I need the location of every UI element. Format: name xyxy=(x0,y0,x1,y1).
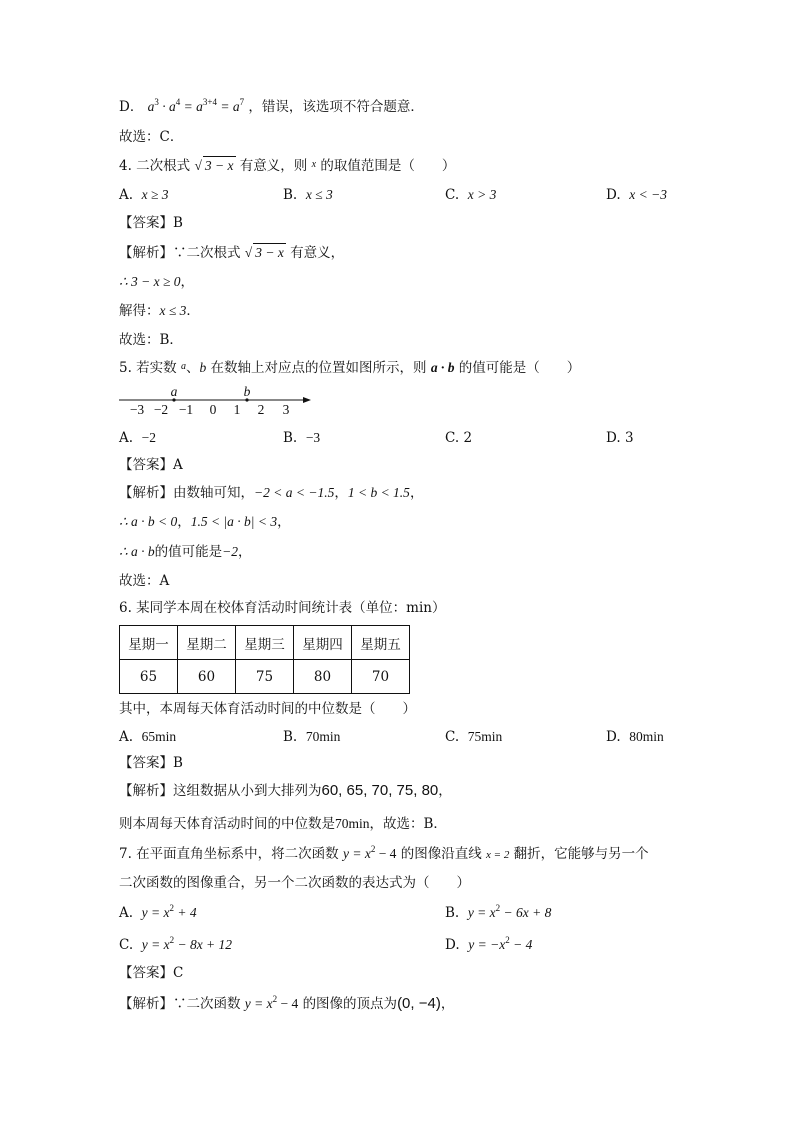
q5-stem: 5. 若实数 $^a$、b 在数轴上对应点的位置如图所示，则 a · b 的值可能是（ ） xyxy=(119,360,581,376)
q5-explanation-1: 【解析】由数轴可知，−2 < a < −1.5，1 < b < 1.5， xyxy=(119,485,424,501)
q6-question: 其中，本周每天体育活动时间的中位数是（ ） xyxy=(119,701,416,717)
table-cell: 65 xyxy=(120,660,178,694)
q4-answer: 【答案】B xyxy=(119,215,183,231)
sqrt-expression: √ 3 − x xyxy=(194,158,234,173)
q5-option-d: D. 3 xyxy=(606,430,634,446)
q6-option-b: B. 70min xyxy=(283,729,341,745)
table-cell: 70 xyxy=(352,660,410,694)
table-cell: 80 xyxy=(294,660,352,694)
q4-option-c: C. x > 3 xyxy=(445,187,497,203)
q6-option-a: A. 65min xyxy=(119,729,177,745)
q5-conclusion: 故选：A xyxy=(119,573,170,589)
q4-option-a: A. x ≥ 3 xyxy=(119,187,169,203)
table-header-cell: 星期五 xyxy=(352,626,410,660)
q5-option-a: A. −2 xyxy=(119,430,157,446)
tick-label: 2 xyxy=(257,402,265,417)
prev-option-d-line xyxy=(119,98,424,116)
tick-label: −2 xyxy=(153,402,169,417)
q7-stem-2: 二次函数的图像重合，另一个二次函数的表达式为（ ） xyxy=(119,875,470,891)
table-header-cell: 星期三 xyxy=(236,626,294,660)
number-line xyxy=(119,383,319,419)
q6-stem: 6. 某同学本周在校体育活动时间统计表（单位：min） xyxy=(119,600,446,616)
table-cell: 75 xyxy=(236,660,294,694)
q4-explanation-1: 【解析】∵二次根式 √ 3 − x 有意义， xyxy=(119,245,345,261)
table-header-row xyxy=(120,626,410,660)
point-b-label: b xyxy=(243,384,251,399)
q6-explanation-1: 【解析】这组数据从小到大排列为60, 65, 70, 75, 80， xyxy=(119,782,452,799)
point-a-label: a xyxy=(170,384,178,399)
tick-label: −3 xyxy=(129,402,145,417)
option-label: D． xyxy=(119,99,144,115)
q4-option-b: B. x ≤ 3 xyxy=(283,187,333,203)
tick-label: −1 xyxy=(178,402,194,417)
q7-option-c: C. $y = x^2 - 8x + 12$ xyxy=(119,935,233,953)
q6-option-c: C. 75min xyxy=(445,729,503,745)
table-row xyxy=(120,660,410,694)
q4-explanation-3: 解得：x ≤ 3． xyxy=(119,303,200,319)
q7-stem-1: 7. 在平面直角坐标系中，将二次函数 $y = x^2 - 4$ 的图像沿直线 x = 2 翻折，它能够与另一个 xyxy=(119,844,649,862)
q7-option-d: D. $y = -x^2 - 4$ xyxy=(445,935,533,953)
table-header-cell: 星期一 xyxy=(120,626,178,660)
tick-label: 3 xyxy=(282,402,290,417)
q5-answer: 【答案】A xyxy=(119,457,183,473)
q5-option-b: B. −3 xyxy=(283,430,321,446)
q6-option-d: D. 80min xyxy=(606,729,664,745)
prev-conclusion: 故选：C． xyxy=(119,129,184,145)
q6-answer: 【答案】B xyxy=(119,755,183,771)
exponent-expression: $a^3 \cdot a^4 = a^{3+4} = a^7$ xyxy=(147,97,245,114)
q4-conclusion: 故选：B． xyxy=(119,332,183,348)
table-header-cell: 星期二 xyxy=(178,626,236,660)
option-comment: ，错误，该选项不符合题意． xyxy=(248,99,424,115)
q7-answer: 【答案】C xyxy=(119,965,184,981)
tick-label: 1 xyxy=(233,402,241,417)
q7-option-b: B. $y = x^2 - 6x + 8$ xyxy=(445,903,552,921)
q4-explanation-2: ∴ 3 − x ≥ 0， xyxy=(119,274,194,290)
q7-option-a: A. $y = x^2 + 4$ xyxy=(119,903,197,921)
activity-time-table xyxy=(119,625,410,694)
q5-option-c: C. 2 xyxy=(445,430,473,446)
table-header-cell: 星期四 xyxy=(294,626,352,660)
table-cell: 60 xyxy=(178,660,236,694)
q5-explanation-3: ∴ a · b的值可能是−2， xyxy=(119,544,252,560)
q4-option-d: D. x < −3 xyxy=(606,187,667,203)
q4-stem: 4. 二次根式 √ 3 − x 有意义，则 $^x$ 的取值范围是（ ） xyxy=(119,158,456,174)
tick-label: 0 xyxy=(209,402,217,417)
q7-explanation-1: 【解析】∵二次函数 $y = x^2 - 4$ 的图像的顶点为(0, −4)， xyxy=(119,994,455,1012)
arrow-icon xyxy=(303,397,311,403)
q6-explanation-2: 则本周每天体育活动时间的中位数是70min，故选：B． xyxy=(119,816,447,832)
q5-explanation-2: ∴ a · b < 0，1.5 < |a · b| < 3， xyxy=(119,514,291,530)
